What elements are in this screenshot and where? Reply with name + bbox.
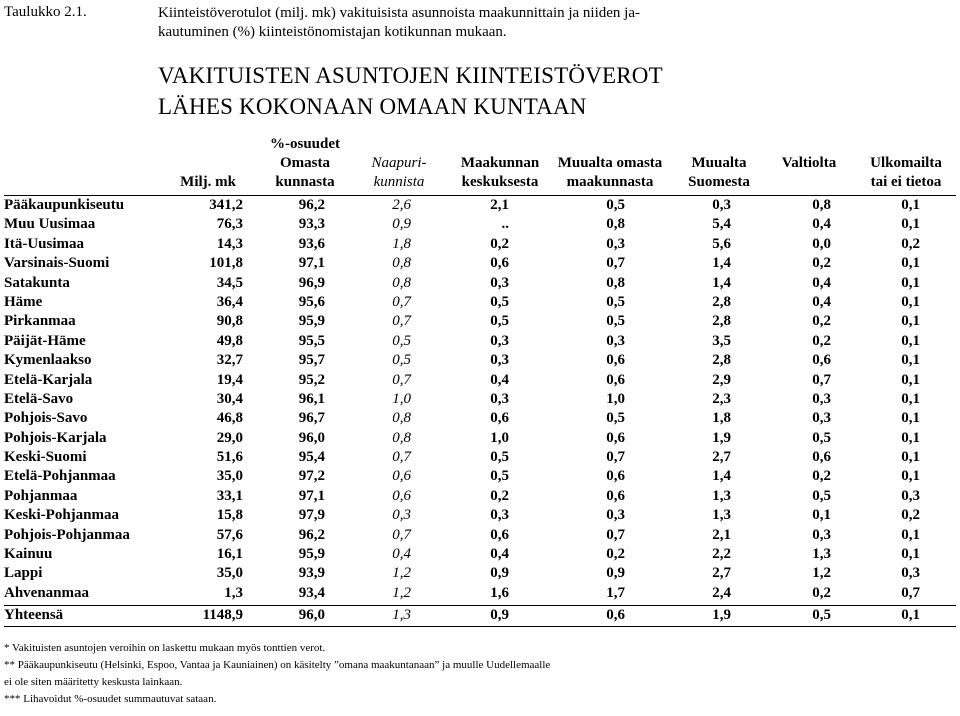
cell-region: Kymenlaakso <box>4 352 92 369</box>
cell-maakunnan: 0,5 <box>490 468 509 485</box>
cell-region: Etelä-Savo <box>4 390 74 407</box>
cell-maakunnan: 0,5 <box>490 313 509 330</box>
cell-region: Päijät-Häme <box>4 332 86 349</box>
table-caption-text <box>158 4 818 42</box>
page-heading <box>158 60 663 122</box>
cell-milj: 341,2 <box>209 197 243 213</box>
cell-naapuri: 0,8 <box>392 410 411 427</box>
cell-omasta: 95,9 <box>298 546 325 563</box>
footnote: * Vakituisten asuntojen veroihin on laskettu mukaan myös tonttien verot. <box>4 642 326 654</box>
cell-valtiolta: 0,8 <box>812 197 831 213</box>
cell-valtiolta: 0,7 <box>812 371 831 388</box>
cell-muualta: 2,4 <box>712 584 731 601</box>
table-header <box>4 135 956 195</box>
cell-valtiolta: 0,6 <box>812 449 831 466</box>
caption-line: kautuminen (%) kiinteistönomistajan kotikunnan mukaan. <box>158 24 507 40</box>
cell-region: Häme <box>4 293 43 310</box>
cell-naapuri: 0,4 <box>392 546 411 563</box>
total-milj: 1148,9 <box>202 607 243 624</box>
cell-valtiolta: 1,3 <box>812 546 831 563</box>
table-row <box>4 254 956 273</box>
header-muualta-omasta <box>550 154 670 192</box>
cell-omasta: 93,4 <box>298 584 325 601</box>
cell-maakunnan: 1,6 <box>490 584 509 601</box>
cell-muualta-omasta: 0,6 <box>606 487 625 504</box>
cell-omasta: 96,0 <box>298 429 325 446</box>
cell-maakunnan: 0,6 <box>490 255 509 272</box>
cell-maakunnan: 0,3 <box>490 507 509 524</box>
cell-ulkomailta: 0,1 <box>901 293 920 310</box>
cell-omasta: 97,1 <box>298 487 325 504</box>
cell-valtiolta: 1,2 <box>812 565 831 582</box>
cell-muualta: 1,4 <box>712 255 731 272</box>
cell-maakunnan: 0,5 <box>490 449 509 466</box>
header-muualta <box>674 154 764 192</box>
table-row <box>4 235 956 254</box>
cell-omasta: 95,4 <box>298 449 325 466</box>
data-table <box>4 135 956 627</box>
cell-milj: 49,8 <box>216 332 243 349</box>
header-text: Suomesta <box>688 174 750 190</box>
cell-maakunnan: 0,6 <box>490 526 509 543</box>
cell-naapuri: 1,0 <box>392 390 411 407</box>
cell-ulkomailta: 0,1 <box>901 526 920 543</box>
header-text: kunnasta <box>275 174 335 190</box>
cell-ulkomailta: 0,1 <box>901 468 920 485</box>
cell-muualta: 2,8 <box>712 352 731 369</box>
cell-omasta: 97,9 <box>298 507 325 524</box>
cell-valtiolta: 0,2 <box>812 468 831 485</box>
cell-naapuri: 0,7 <box>392 371 411 388</box>
total-muualta: 1,9 <box>712 607 731 624</box>
table-row <box>4 215 956 234</box>
cell-maakunnan: 0,3 <box>490 352 509 369</box>
cell-ulkomailta: 0,1 <box>901 255 920 272</box>
table-row <box>4 293 956 312</box>
cell-maakunnan: 0,2 <box>490 487 509 504</box>
cell-milj: 19,4 <box>216 371 243 388</box>
cell-muualta: 2,9 <box>712 371 731 388</box>
cell-region: Pohjois-Savo <box>4 410 88 427</box>
cell-milj: 1,3 <box>224 584 243 601</box>
cell-milj: 29,0 <box>216 429 243 446</box>
cell-milj: 51,6 <box>216 449 243 466</box>
cell-naapuri: 0,8 <box>392 255 411 272</box>
cell-muualta: 2,2 <box>712 546 731 563</box>
cell-ulkomailta: 0,1 <box>901 274 920 291</box>
cell-muualta-omasta: 0,7 <box>606 449 625 466</box>
cell-maakunnan: 1,0 <box>490 429 509 446</box>
cell-ulkomailta: 0,1 <box>901 352 920 369</box>
cell-omasta: 95,6 <box>298 293 325 310</box>
table-body <box>4 196 956 603</box>
cell-muualta-omasta: 0,9 <box>606 565 625 582</box>
cell-milj: 76,3 <box>216 216 243 233</box>
cell-milj: 57,6 <box>216 526 243 543</box>
cell-muualta-omasta: 1,7 <box>606 584 625 601</box>
cell-milj: 33,1 <box>216 487 243 504</box>
table-number: Taulukko 2.1. <box>4 4 87 20</box>
cell-omasta: 96,2 <box>298 526 325 543</box>
cell-naapuri: 0,8 <box>392 429 411 446</box>
table-row <box>4 429 956 448</box>
header-text: tai ei tietoa <box>870 174 942 190</box>
cell-valtiolta: 0,3 <box>812 390 831 407</box>
cell-ulkomailta: 0,1 <box>901 429 920 446</box>
table-row-total <box>4 605 956 627</box>
cell-maakunnan: 0,2 <box>490 235 509 252</box>
cell-region: Etelä-Karjala <box>4 371 93 388</box>
cell-naapuri: 1,8 <box>392 235 411 252</box>
table-row <box>4 467 956 486</box>
cell-muualta-omasta: 0,6 <box>606 371 625 388</box>
cell-ulkomailta: 0,1 <box>901 197 920 213</box>
cell-valtiolta: 0,4 <box>812 274 831 291</box>
cell-region: Keski-Suomi <box>4 449 87 466</box>
cell-region: Pohjois-Karjala <box>4 429 107 446</box>
cell-valtiolta: 0,4 <box>812 293 831 310</box>
cell-omasta: 93,9 <box>298 565 325 582</box>
header-text: Muualta omasta <box>557 155 663 171</box>
cell-maakunnan: .. <box>501 216 509 233</box>
table-row <box>4 506 956 525</box>
cell-muualta: 1,4 <box>712 468 731 485</box>
cell-milj: 32,7 <box>216 352 243 369</box>
table-row <box>4 351 956 370</box>
cell-muualta: 3,5 <box>712 332 731 349</box>
cell-naapuri: 0,3 <box>392 507 411 524</box>
cell-muualta: 2,1 <box>712 526 731 543</box>
header-text: Muualta <box>691 155 747 171</box>
cell-maakunnan: 0,4 <box>490 546 509 563</box>
table-row <box>4 196 956 215</box>
cell-region: Itä-Uusimaa <box>4 235 85 252</box>
cell-omasta: 93,6 <box>298 235 325 252</box>
cell-ulkomailta: 0,3 <box>901 487 920 504</box>
cell-valtiolta: 0,2 <box>812 313 831 330</box>
cell-muualta: 5,4 <box>712 216 731 233</box>
cell-naapuri: 0,5 <box>392 352 411 369</box>
cell-muualta-omasta: 0,8 <box>606 274 625 291</box>
cell-muualta: 0,3 <box>712 197 731 213</box>
cell-muualta-omasta: 0,5 <box>606 293 625 310</box>
cell-milj: 36,4 <box>216 293 243 310</box>
total-label: Yhteensä <box>4 607 64 624</box>
cell-muualta-omasta: 0,6 <box>606 468 625 485</box>
heading-line: LÄHES KOKONAAN OMAAN KUNTAAN <box>158 94 587 119</box>
cell-muualta: 5,6 <box>712 235 731 252</box>
cell-muualta: 2,8 <box>712 293 731 310</box>
cell-milj: 14,3 <box>216 235 243 252</box>
cell-naapuri: 0,7 <box>392 313 411 330</box>
table-row <box>4 526 956 545</box>
cell-maakunnan: 0,5 <box>490 293 509 310</box>
cell-muualta-omasta: 0,7 <box>606 255 625 272</box>
cell-naapuri: 1,2 <box>392 584 411 601</box>
total-valtiolta: 0,5 <box>812 607 831 624</box>
cell-ulkomailta: 0,1 <box>901 546 920 563</box>
cell-naapuri: 0,5 <box>392 332 411 349</box>
header-naapuri <box>354 154 444 192</box>
cell-region: Satakunta <box>4 274 70 291</box>
cell-naapuri: 0,6 <box>392 487 411 504</box>
cell-muualta-omasta: 0,3 <box>606 235 625 252</box>
cell-maakunnan: 0,3 <box>490 274 509 291</box>
table-row <box>4 371 956 390</box>
cell-milj: 34,5 <box>216 274 243 291</box>
cell-region: Pohjois-Pohjanmaa <box>4 526 130 543</box>
cell-omasta: 97,1 <box>298 255 325 272</box>
cell-valtiolta: 0,2 <box>812 584 831 601</box>
header-text: Naapuri- <box>371 155 427 171</box>
cell-naapuri: 1,2 <box>392 565 411 582</box>
cell-region: Lappi <box>4 565 43 582</box>
cell-muualta: 1,4 <box>712 274 731 291</box>
cell-muualta: 1,3 <box>712 507 731 524</box>
total-maakunnan: 0,9 <box>490 607 509 624</box>
table-row <box>4 332 956 351</box>
cell-valtiolta: 0,3 <box>812 526 831 543</box>
table-row <box>4 584 956 603</box>
header-milj: Milj. mk <box>180 174 236 190</box>
cell-muualta-omasta: 0,6 <box>606 352 625 369</box>
cell-maakunnan: 0,4 <box>490 371 509 388</box>
total-ulkomailta: 0,1 <box>901 607 920 624</box>
cell-milj: 35,0 <box>216 468 243 485</box>
table-row <box>4 545 956 564</box>
cell-muualta-omasta: 0,5 <box>606 197 625 213</box>
cell-naapuri: 0,9 <box>392 216 411 233</box>
header-text: maakunnasta <box>566 174 654 190</box>
cell-muualta-omasta: 0,3 <box>606 332 625 349</box>
cell-muualta: 2,3 <box>712 390 731 407</box>
footnotes <box>4 640 954 708</box>
total-naapuri: 1,3 <box>392 607 411 624</box>
cell-valtiolta: 0,0 <box>812 235 831 252</box>
cell-maakunnan: 0,6 <box>490 410 509 427</box>
header-ulkomailta <box>856 154 956 192</box>
cell-region: Keski-Pohjanmaa <box>4 507 120 524</box>
cell-omasta: 96,2 <box>298 197 325 213</box>
cell-ulkomailta: 0,3 <box>901 565 920 582</box>
header-text: Ulkomailta <box>870 155 942 171</box>
cell-maakunnan: 0,9 <box>490 565 509 582</box>
cell-muualta: 1,8 <box>712 410 731 427</box>
cell-milj: 15,8 <box>216 507 243 524</box>
footnote: *** Lihavoidut %-osuudet summautuvat sataan. <box>4 693 217 705</box>
cell-muualta-omasta: 1,0 <box>606 390 625 407</box>
header-text: keskuksesta <box>461 174 539 190</box>
cell-region: Kainuu <box>4 546 53 563</box>
cell-milj: 101,8 <box>209 255 243 272</box>
table-row <box>4 312 956 331</box>
header-pct-group: %-osuudet <box>269 136 340 152</box>
footnote: ei ole siten määritetty keskusta lainkaan. <box>4 676 183 688</box>
cell-naapuri: 0,8 <box>392 274 411 291</box>
cell-omasta: 95,5 <box>298 332 325 349</box>
cell-omasta: 95,9 <box>298 313 325 330</box>
cell-muualta: 2,8 <box>712 313 731 330</box>
cell-ulkomailta: 0,7 <box>901 584 920 601</box>
cell-omasta: 96,1 <box>298 390 325 407</box>
cell-naapuri: 0,7 <box>392 449 411 466</box>
cell-ulkomailta: 0,1 <box>901 216 920 233</box>
footnote: ** Pääkaupunkiseutu (Helsinki, Espoo, Vantaa ja Kauniainen) on käsitelty ”omana maakuntanaan” ja muulle Uudellemaalle <box>4 659 551 671</box>
cell-omasta: 93,3 <box>298 216 325 233</box>
cell-naapuri: 0,7 <box>392 526 411 543</box>
cell-ulkomailta: 0,1 <box>901 449 920 466</box>
cell-region: Pääkaupunkiseutu <box>4 197 125 213</box>
cell-naapuri: 0,6 <box>392 468 411 485</box>
total-muualta-omasta: 0,6 <box>606 607 625 624</box>
cell-muualta: 1,3 <box>712 487 731 504</box>
header-text: Valtiolta <box>781 155 837 171</box>
header-text: Maakunnan <box>460 155 540 171</box>
cell-muualta-omasta: 0,5 <box>606 313 625 330</box>
table-row <box>4 409 956 428</box>
table-row <box>4 390 956 409</box>
cell-region: Varsinais-Suomi <box>4 255 110 272</box>
header-maakunnan <box>450 154 550 192</box>
cell-valtiolta: 0,3 <box>812 410 831 427</box>
header-valtiolta <box>764 154 854 173</box>
cell-maakunnan: 0,3 <box>490 390 509 407</box>
header-text: Omasta <box>280 155 330 171</box>
cell-ulkomailta: 0,1 <box>901 410 920 427</box>
cell-region: Pohjanmaa <box>4 487 78 504</box>
cell-muualta: 2,7 <box>712 449 731 466</box>
cell-muualta-omasta: 0,6 <box>606 429 625 446</box>
cell-ulkomailta: 0,1 <box>901 371 920 388</box>
cell-omasta: 95,7 <box>298 352 325 369</box>
cell-naapuri: 0,7 <box>392 293 411 310</box>
cell-muualta-omasta: 0,2 <box>606 546 625 563</box>
cell-milj: 46,8 <box>216 410 243 427</box>
cell-omasta: 97,2 <box>298 468 325 485</box>
table-row <box>4 448 956 467</box>
cell-muualta: 2,7 <box>712 565 731 582</box>
cell-muualta: 1,9 <box>712 429 731 446</box>
cell-region: Ahvenanmaa <box>4 584 90 601</box>
cell-milj: 16,1 <box>216 546 243 563</box>
cell-valtiolta: 0,4 <box>812 216 831 233</box>
cell-maakunnan: 2,1 <box>490 197 509 213</box>
cell-omasta: 96,7 <box>298 410 325 427</box>
cell-valtiolta: 0,2 <box>812 332 831 349</box>
table-row <box>4 487 956 506</box>
table-row <box>4 564 956 583</box>
total-omasta: 96,0 <box>298 607 325 624</box>
cell-milj: 90,8 <box>216 313 243 330</box>
cell-region: Etelä-Pohjanmaa <box>4 468 116 485</box>
table-row <box>4 274 956 293</box>
cell-milj: 35,0 <box>216 565 243 582</box>
header-text: kunnista <box>373 174 425 190</box>
cell-ulkomailta: 0,1 <box>901 313 920 330</box>
cell-valtiolta: 0,2 <box>812 255 831 272</box>
cell-muualta-omasta: 0,5 <box>606 410 625 427</box>
caption-line: Kiinteistöverotulot (milj. mk) vakituisista asunnoista maakunnittain ja niiden ja- <box>158 5 640 21</box>
cell-naapuri: 2,6 <box>392 197 411 213</box>
cell-ulkomailta: 0,1 <box>901 332 920 349</box>
cell-region: Pirkanmaa <box>4 313 76 330</box>
cell-ulkomailta: 0,1 <box>901 390 920 407</box>
cell-milj: 30,4 <box>216 390 243 407</box>
cell-omasta: 95,2 <box>298 371 325 388</box>
cell-muualta-omasta: 0,3 <box>606 507 625 524</box>
cell-muualta-omasta: 0,8 <box>606 216 625 233</box>
cell-ulkomailta: 0,2 <box>901 235 920 252</box>
cell-muualta-omasta: 0,7 <box>606 526 625 543</box>
header-omasta <box>250 154 360 192</box>
cell-valtiolta: 0,1 <box>812 507 831 524</box>
cell-omasta: 96,9 <box>298 274 325 291</box>
cell-valtiolta: 0,5 <box>812 487 831 504</box>
cell-ulkomailta: 0,2 <box>901 507 920 524</box>
cell-valtiolta: 0,6 <box>812 352 831 369</box>
cell-maakunnan: 0,3 <box>490 332 509 349</box>
heading-line: VAKITUISTEN ASUNTOJEN KIINTEISTÖVEROT <box>158 63 663 88</box>
cell-region: Muu Uusimaa <box>4 216 96 233</box>
cell-valtiolta: 0,5 <box>812 429 831 446</box>
